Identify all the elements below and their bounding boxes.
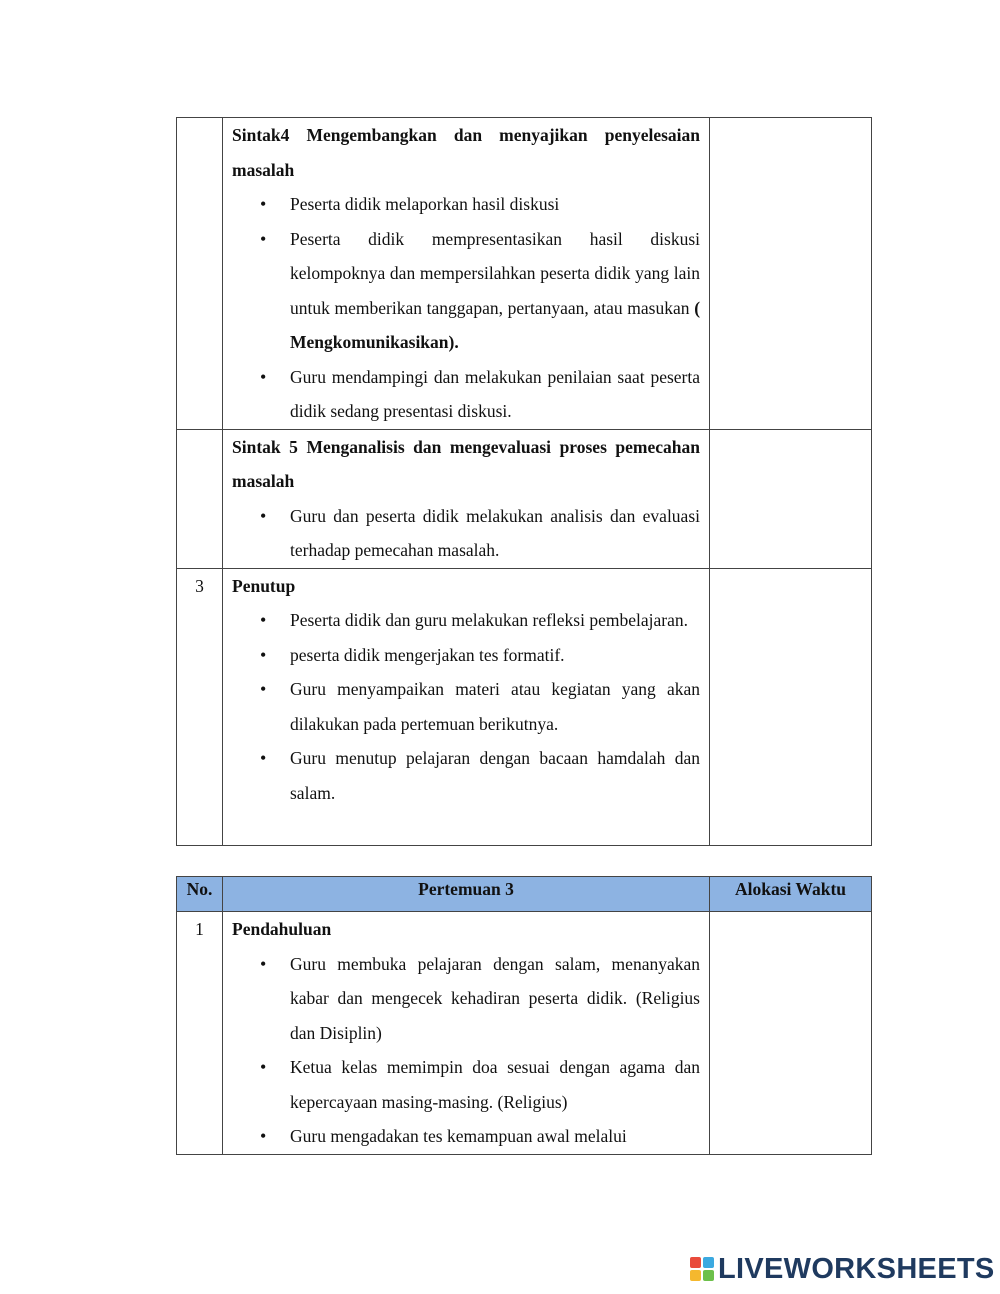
table-row [177,912,872,1155]
list-item: • Guru menutup pelajaran dengan bacaan hamdalah dan salam. [290,741,700,810]
activity-cell [223,429,710,568]
list-item [290,222,700,360]
list-item: • Guru dan peserta didik melakukan analisis dan evaluasi terhadap pemecahan masalah. [290,499,700,568]
list-item: • Guru mengadakan tes kemampuan awal melalui [290,1119,700,1154]
step-heading: Sintak4 Mengembangkan dan menyajikan penyelesaian masalah [232,125,700,180]
time-allocation-cell [710,429,872,568]
list-item: • Guru membuka pelajaran dengan salam, menanyakan kabar dan mengecek kehadiran peserta didik. (Religius dan Disiplin) [290,947,700,1051]
activity-cell [223,912,710,1155]
time-allocation-cell [710,912,872,1155]
header-meeting: Pertemuan 3 [223,877,710,912]
list-item-text: Peserta didik mempresentasikan hasil diskusi kelompoknya dan mempersilahkan peserta didik yang lain untuk memberikan tanggapan, pertanyaan, atau masukan [290,228,700,318]
list-item-emphasis: ( Mengkomunikasikan). [290,297,701,352]
table-row [177,568,872,845]
meeting-3-table [176,876,872,1155]
logo-square-yellow [690,1270,701,1281]
list-item: • peserta didik mengerjakan tes formatif. [290,638,700,673]
row-number [177,118,223,430]
section-heading: Penutup [232,575,296,596]
activity-list [232,603,700,810]
logo-square-red [690,1257,701,1268]
row-number [177,429,223,568]
table-header-row [177,877,872,912]
list-item: • Peserta didik dan guru melakukan refleksi pembelajaran. [290,603,700,638]
header-no: No. [177,877,223,912]
activity-list [232,499,700,568]
activity-list [232,947,700,1154]
activity-cell [223,118,710,430]
step-heading: Sintak 5 Menganalisis dan mengevaluasi proses pemecahan masalah [232,436,700,491]
liveworksheets-logo[interactable] [690,1252,995,1286]
activity-table-continued [176,117,872,846]
time-allocation-cell [710,568,872,845]
section-heading: Pendahuluan [232,919,332,939]
logo-square-blue [703,1257,714,1268]
row-number: 1 [177,912,223,1155]
table-row [177,429,872,568]
time-allocation-cell [710,118,872,430]
list-item: • Guru menyampaikan materi atau kegiatan yang akan dilakukan pada pertemuan berikutnya. [290,672,700,741]
list-item: • Guru mendampingi dan melakukan penilaian saat peserta didik sedang presentasi diskusi. [290,360,700,429]
liveworksheets-logo-icon [690,1257,714,1281]
activity-list [232,187,700,429]
list-item: • Peserta didik melaporkan hasil diskusi [290,187,700,222]
logo-wordmark: LIVEWORKSHEETS [718,1252,995,1285]
list-item: • Ketua kelas memimpin doa sesuai dengan agama dan kepercayaan masing-masing. (Religius) [290,1050,700,1119]
header-time-allocation: Alokasi Waktu [710,877,872,912]
row-number: 3 [177,568,223,845]
logo-square-green [703,1270,714,1281]
activity-cell [223,568,710,845]
table-row [177,118,872,430]
